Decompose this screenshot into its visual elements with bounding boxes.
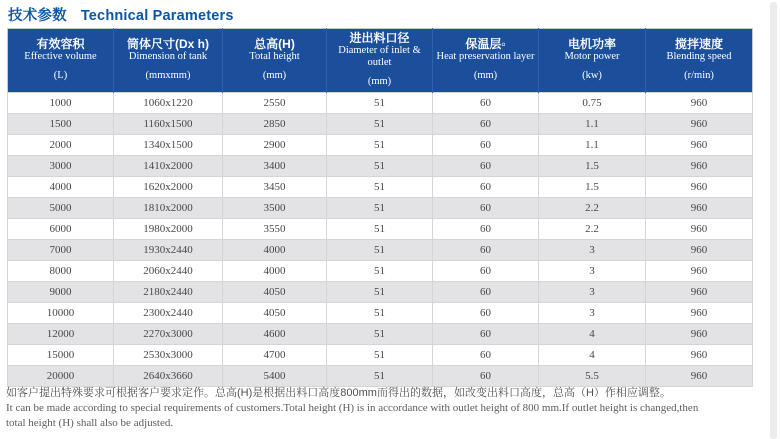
footnote-line-cn: 如客户提出特殊要求可根据客户要求定作。总高(H)是根据出料口高度800mm而得出的数据，如改变出料口高度，总高（H）作相应调整。 [6, 387, 671, 399]
table-cell: 3 [539, 261, 646, 282]
table-header [8, 29, 753, 93]
table-cell: 60 [433, 324, 539, 345]
table-cell: 1.1 [539, 135, 646, 156]
table-row [8, 198, 753, 219]
footnote [6, 386, 766, 431]
table-cell: 960 [646, 303, 753, 324]
table-row [8, 240, 753, 261]
table-row [8, 177, 753, 198]
table-cell: 3 [539, 282, 646, 303]
column-header-text: Total height [249, 51, 300, 62]
table-cell: 960 [646, 324, 753, 345]
table-cell: 51 [327, 240, 433, 261]
table-cell: 1930x2440 [114, 240, 223, 261]
column-header-text: Effective volume [24, 51, 97, 62]
scrollbar-track[interactable] [770, 2, 777, 439]
table-cell: 7000 [8, 240, 114, 261]
table-cell: 2270x3000 [114, 324, 223, 345]
table-cell: 51 [327, 219, 433, 240]
table-cell: 960 [646, 240, 753, 261]
column-header [8, 29, 114, 93]
table-cell: 10000 [8, 303, 114, 324]
table-cell: 960 [646, 366, 753, 387]
table-cell: 2530x3000 [114, 345, 223, 366]
table-cell: 1340x1500 [114, 135, 223, 156]
table-cell: 51 [327, 303, 433, 324]
table-cell: 51 [327, 177, 433, 198]
table-cell: 20000 [8, 366, 114, 387]
column-header [433, 29, 539, 93]
column-header-text: Dimension of tank [128, 51, 208, 62]
table-cell: 12000 [8, 324, 114, 345]
table-cell: 2300x2440 [114, 303, 223, 324]
table-cell: 51 [327, 135, 433, 156]
table-cell: 1980x2000 [114, 219, 223, 240]
table-cell: 960 [646, 156, 753, 177]
table-cell: 2.2 [539, 219, 646, 240]
table-cell: 960 [646, 282, 753, 303]
column-header-text: (mm) [367, 76, 392, 87]
table-cell: 4700 [223, 345, 327, 366]
table-cell: 60 [433, 345, 539, 366]
table-cell: 60 [433, 114, 539, 135]
table-cell: 9000 [8, 282, 114, 303]
table-cell: 2180x2440 [114, 282, 223, 303]
table-cell: 1500 [8, 114, 114, 135]
table-cell: 2.2 [539, 198, 646, 219]
table-row [8, 156, 753, 177]
table-cell: 60 [433, 240, 539, 261]
column-header-text: (r/min) [684, 70, 714, 81]
table-row [8, 282, 753, 303]
table-cell: 4000 [8, 177, 114, 198]
table-row [8, 219, 753, 240]
column-header-text: Blending speed [666, 51, 732, 62]
column-header-text: Motor power [564, 51, 620, 62]
column-header [223, 29, 327, 93]
technical-parameters-table [7, 28, 753, 387]
table-cell: 60 [433, 156, 539, 177]
table-cell: 60 [433, 219, 539, 240]
table-cell: 51 [327, 282, 433, 303]
table-cell: 960 [646, 345, 753, 366]
column-header-text: 总高(H) [254, 37, 295, 51]
table-cell: 51 [327, 261, 433, 282]
column-header [646, 29, 753, 93]
column-header-text: (mm) [262, 70, 287, 81]
table-cell: 51 [327, 114, 433, 135]
table-cell: 5000 [8, 198, 114, 219]
column-header-text: (mmxmm) [145, 70, 191, 81]
table-row [8, 114, 753, 135]
table-cell: 4 [539, 345, 646, 366]
table-cell: 1000 [8, 93, 114, 114]
column-header [327, 29, 433, 93]
table-cell: 4000 [223, 261, 327, 282]
table-cell: 960 [646, 261, 753, 282]
table-cell: 2550 [223, 93, 327, 114]
column-header-text: 筒体尺寸(Dx h) [127, 37, 209, 51]
table-cell: 4600 [223, 324, 327, 345]
table-cell: 1.1 [539, 114, 646, 135]
table-cell: 0.75 [539, 93, 646, 114]
table-cell: 2000 [8, 135, 114, 156]
table-cell: 2640x3660 [114, 366, 223, 387]
table-row [8, 93, 753, 114]
table-cell: 3400 [223, 156, 327, 177]
table-cell: 51 [327, 156, 433, 177]
column-header-text: (L) [53, 70, 68, 81]
table-cell: 2060x2440 [114, 261, 223, 282]
table-row [8, 135, 753, 156]
column-header-text: Diameter of inlet & outlet [338, 45, 421, 68]
footnote-line-en-2: total height (H) shall also be adjusted. [6, 417, 174, 429]
table-cell: 1410x2000 [114, 156, 223, 177]
table-cell: 60 [433, 282, 539, 303]
table-cell: 3 [539, 303, 646, 324]
column-header-text: 有效容积 [36, 37, 85, 51]
table-cell: 51 [327, 345, 433, 366]
table-cell: 60 [433, 366, 539, 387]
table-cell: 3000 [8, 156, 114, 177]
table-cell: 60 [433, 198, 539, 219]
table-cell: 960 [646, 114, 753, 135]
page-title-cn: 技术参数 [8, 8, 67, 24]
table-cell: 4050 [223, 303, 327, 324]
column-header-text: 保温层▫ [465, 37, 506, 51]
column-header-text: 搅拌速度 [674, 37, 723, 51]
table-cell: 3550 [223, 219, 327, 240]
table-cell: 51 [327, 198, 433, 219]
table-cell: 2850 [223, 114, 327, 135]
column-header-text: (mm) [473, 70, 498, 81]
column-header-text: 进出料口径 [349, 31, 410, 45]
table-cell: 8000 [8, 261, 114, 282]
column-header-text: Heat preservation layer [436, 51, 535, 62]
table-cell: 51 [327, 366, 433, 387]
table-cell: 51 [327, 93, 433, 114]
table-cell: 960 [646, 177, 753, 198]
table-cell: 51 [327, 324, 433, 345]
page-title [8, 4, 234, 25]
table-cell: 60 [433, 93, 539, 114]
table-cell: 5.5 [539, 366, 646, 387]
table-cell: 4050 [223, 282, 327, 303]
column-header [114, 29, 223, 93]
table-cell: 1.5 [539, 177, 646, 198]
table-row [8, 324, 753, 345]
table-row [8, 261, 753, 282]
table-cell: 960 [646, 135, 753, 156]
table-cell: 6000 [8, 219, 114, 240]
table-row [8, 366, 753, 387]
table-row [8, 303, 753, 324]
table-row [8, 345, 753, 366]
table-cell: 1620x2000 [114, 177, 223, 198]
column-header-text: (kw) [582, 70, 602, 81]
footnote-line-en-1: It can be made according to special requirements of customers.Total height (H) is in accordance with outlet height of 800 mm.If outlet height is changed,then [6, 402, 699, 414]
table-cell: 5400 [223, 366, 327, 387]
table-cell: 4 [539, 324, 646, 345]
table-cell: 2900 [223, 135, 327, 156]
table-cell: 1810x2000 [114, 198, 223, 219]
page-title-en: Technical Parameters [80, 8, 234, 24]
table-cell: 15000 [8, 345, 114, 366]
table-cell: 1060x1220 [114, 93, 223, 114]
column-header-text: 电机功率 [567, 37, 616, 51]
table-cell: 60 [433, 261, 539, 282]
table-cell: 1160x1500 [114, 114, 223, 135]
table-cell: 1.5 [539, 156, 646, 177]
table-cell: 4000 [223, 240, 327, 261]
table-cell: 3 [539, 240, 646, 261]
table-cell: 3450 [223, 177, 327, 198]
table-cell: 960 [646, 219, 753, 240]
table-cell: 60 [433, 303, 539, 324]
table-cell: 960 [646, 198, 753, 219]
table-cell: 60 [433, 135, 539, 156]
table-cell: 60 [433, 177, 539, 198]
table-cell: 3500 [223, 198, 327, 219]
column-header [539, 29, 646, 93]
table-cell: 960 [646, 93, 753, 114]
